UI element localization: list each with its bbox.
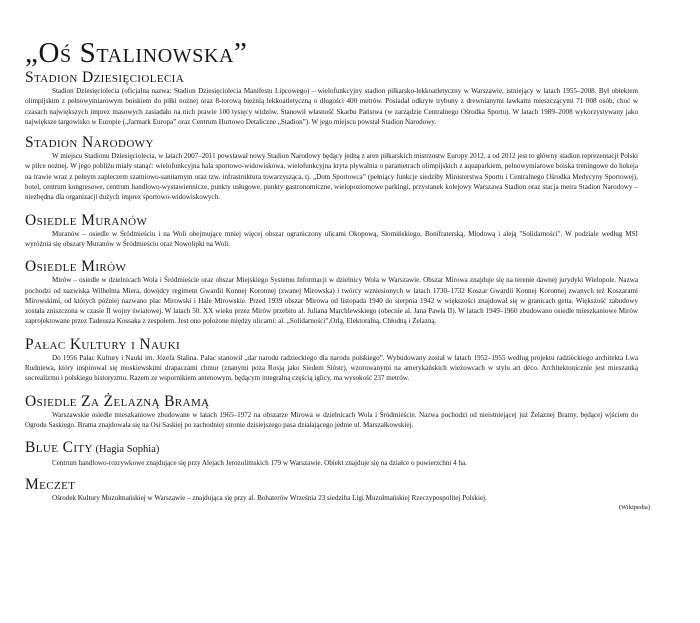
section-heading-text: Pałac Kultury i Nauki [25,335,181,353]
section-body: W miejscu Stadionu Dziesięciolecia, w latach 2007–2011 powstawał nowy Stadion Narodowy będący jedną z aren piłkarskich mistrzostw Europy 2012, a od 2012 jest to główny stadion reprezentacji Polski w piłce nożnej. W jego pobliżu miały stanąć: wielofunkcyjna hala sportowo-widowiskowa, wielofunkcyjna kryta pływalnia o parametrach olimpijskich z aquaparkiem, pełnowymiarowe boiska treningowe do hokeja na trawie wraz z pełnym zapleczem szatniowo-sanitarnym oraz tzw. infrastruktura towarzysząca, tj. „Dom Sportowca” (pełniący funkcje siedziby Ministerstwa Sportu i Centralnego Ośrodka Medycyny Sportowej), hotel, centrum kongresowe, centrum handlowo-wystawiennicze, punkty usługowe, punkty gastronomiczne, wielopoziomowe parkingi, przystanek kolejowy Warszawa Stadion oraz stacja metra Stadion Narodowy – niezbędna dla organizacji dużych imprez sportowo-widowiskowych. [25,152,638,202]
section-heading-text: Osiedle Muranów [25,211,148,229]
source-credit: (Wikipedia) [618,503,650,511]
section-heading [25,259,638,275]
section-body: Stadion Dziesięciolecia (oficjalna nazwa: Stadion Dziesięciolecia Manifestu Lipcowego) – wielofunkcyjny stadion piłkarsko-lekkoatletyczny w Warszawie, istniejący w latach 1955–2008. Był obiektem olimpijskim z pełnowymiarowym boiskiem do piłki nożnej oraz 8-torową bieżnią lekkoatletyczną o długości 400 metrów. Posiadał odkryte trybuny z drewnianymi ławkami mieszczącymi 71 008 osób, choć w czasach największych imprez masowych zasiadało na nich prawie 100 tysięcy widzów. Stanowił własność Skarbu Państwa (w zarządzie Centralnego Ośrodka Sportu). W latach 1989–2008 wykorzystywany jako największe targowisko w Europie („Jarmark Europa” oraz Centrum Hurtowo Detaliczne „Stadion”). W jego miejscu powstał Stadion Narodowy. [25,87,638,126]
section-body: Do 1956 Pałac Kultury i Nauki im. Józefa Stalina. Pałac stanowił „dar narodu radzieckiego dla narodu polskiego”. Wybudowany został w latach 1952–1955 według projektu radzieckiego architekta Lwa Rudniewa, który inspirował się moskiewskimi drapaczami chmur (znanymi poza Rosją jako Siedem Sióstr), wzorowanymi na amerykańskich wieżowcach w stylu art déco. Architektonicznie jest mieszanką socrealizmu i polskiego historyzmu. Razem ze wspornikiem antenowym, będącym integralną częścią iglicy, ma wysokość 237 metrów. [25,353,638,383]
section-heading-text: Meczet [25,475,76,493]
section-heading-text: Blue City [25,439,93,457]
section-osiedle-za-zelazna-brama [25,394,638,431]
section-heading [25,394,638,410]
section-palac-kultury [25,337,638,384]
page-title: „Oś Stalinowska” [25,37,248,69]
section-blue-city [25,440,638,468]
section-body: Ośrodek Kultury Muzułmańskiej w Warszawie – znajdująca się przy al. Bohaterów Września 23 siedziba Ligi Muzułmańskiej Rzeczypospolitej Polskiej. [52,493,487,502]
section-osiedle-muranow [25,213,638,250]
section-osiedle-mirow [25,259,638,326]
section-body: Centrum handlowo-rozrywkowe znajdujące się przy Alejach Jerozolimskich 179 w Warszawie. Obiekt znajduje się na działce o powierzchni 4 ha. [52,459,467,468]
section-body: Mirów – osiedle w dzielnicach Wola i Śródmieście oraz obszar Miejskiego Systemu Informacji w dzielnicy Wola w Warszawie. Obszar Mirowa znajduje się na terenie dawnej jurydyki Wielopole. Nazwa pochodzi od nazwiska Wilhelma Miera, dowódcy regiment Gwardii Konnej Koronnej (zwanej Mirowska) i twórcy wzniesionych w latach 1730–1732 Koszar Gwardii Konnej Koronnej zwanych też Koszarami Mirowskimi, od których później nazwano plac Mirowski i Hale Mirowskie. Przed 1939 obszar Mirowa od listopada 1940 do sierpnia 1942 w większości znajdował się w granicach getta. Większość zabudowy została zniszczona w czasie II wojny światowej. W latach 50. XX wieku przez Mirów przebito al. Juliana Marchlewskiego (obecnie al. Jana Pawła II). W latach 1949–1960 zbudowano osiedle mieszkaniowe Mirów zaprojektowane przez Tadeusza Kossaka z zespołem. Jest ono położone między ulicami: al. „Solidarności”,Orlą, Elektoralną, Chłodną i Żelazną. [25,276,638,326]
section-stadion-dziesieciolecia [25,70,638,127]
section-body: Muranów – osiedle w Śródmieściu i na Woli obejmujące mniej więcej obszar ograniczony ulicami Okopową, Słomińskiego, Bonifraterską, Miodową i aleją "Solidarności". W podziale według MSI wyróżnia się obszary Muranów w Śródmieściu oraz Nowolipki na Woli. [25,229,638,248]
section-heading [25,70,638,86]
section-heading-text: Stadion Dziesięciolecia [25,69,185,86]
section-heading-text: Osiedle Mirów [25,258,127,276]
section-heading-text: Osiedle Za Żelazną Bramą [25,392,210,410]
section-stadion-narodowy [25,135,638,202]
section-heading [25,213,638,229]
section-heading-subtitle: (Hagia Sophia) [92,444,160,456]
section-heading [25,440,638,458]
section-heading [25,477,638,493]
section-heading [25,135,638,151]
section-heading [25,337,638,353]
section-meczet [25,477,638,503]
section-body: Warszawskie osiedle mieszkaniowe zbudowane w latach 1965–1972 na obszarze Mirowa w dzielnicach Wola i Śródmieście. Nazwa pochodzi od nieistniejącej już Żelaznej Bramy, będącej wjściem do Ogrodu Saskiego. Brama znajdowała się na Osi Saskiej po zachodniej stronie dzisiejszego pasa działającego jednie ul. Marszałkowskiej. [25,410,638,429]
section-heading-text: Stadion Narodowy [25,134,154,152]
